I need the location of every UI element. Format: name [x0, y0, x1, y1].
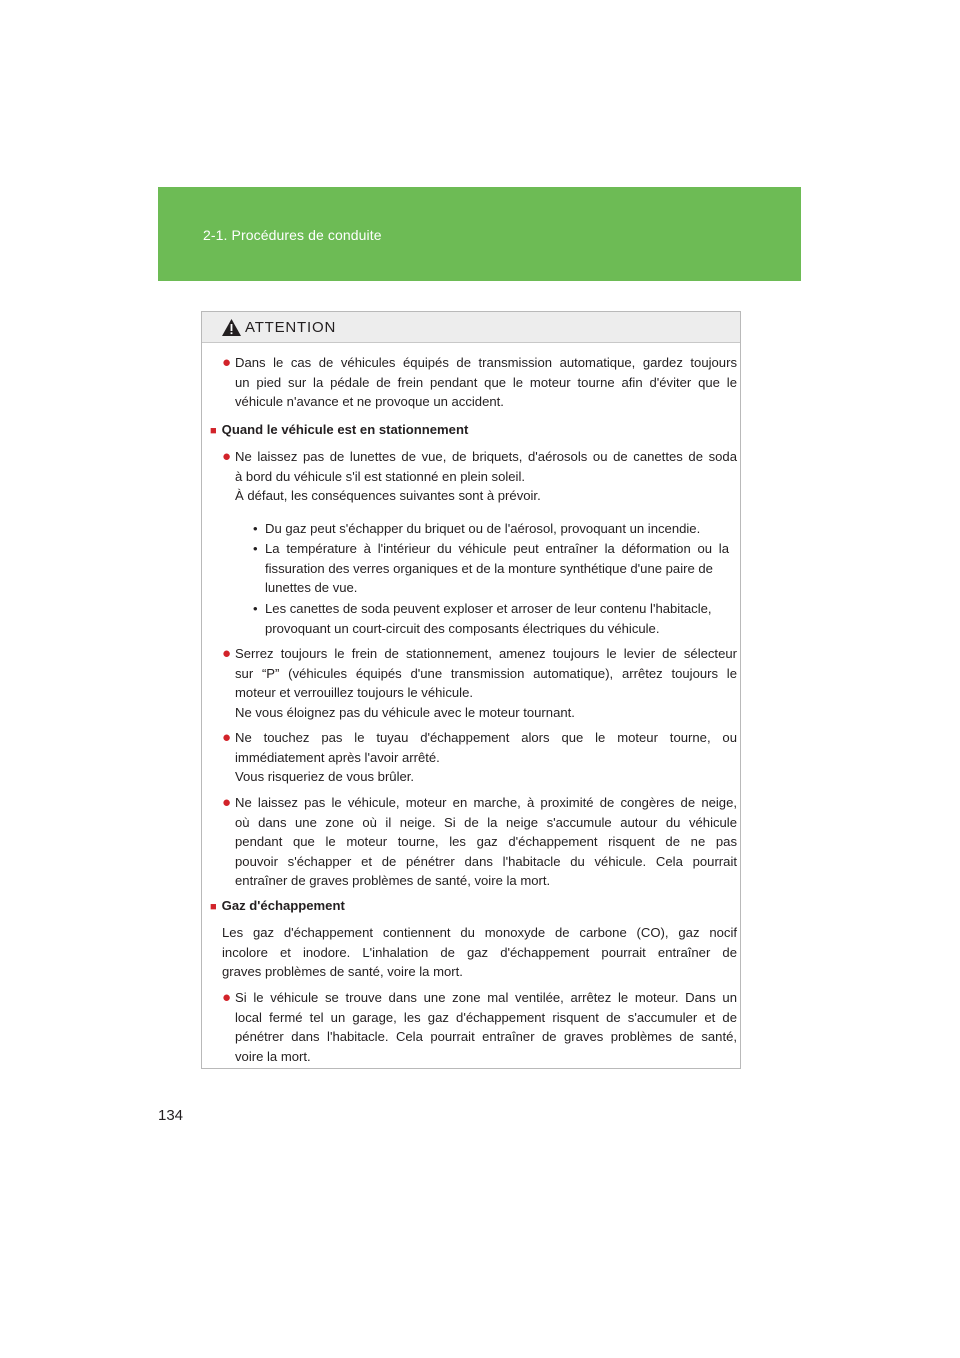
bullet-parking-brake: ● Serrez toujours le frein de stationnement, amenez toujours le levier de sélecteur sur “P” (véhicules équipés d'une transmission automatique), arrêtez toujours le moteur et verrouillez toujours le véhicule. Ne vous éloignez pas du véhicule avec le moteur tournant. — [222, 645, 737, 720]
section-title: 2-1. Procédures de conduite — [203, 227, 382, 243]
bullet-icon: ● — [222, 794, 232, 811]
heading-exhaust: ■ Gaz d'échappement — [210, 898, 345, 913]
heading-parking: ■ Quand le véhicule est en stationnement — [210, 422, 469, 437]
sub-item-gas: • Du gaz peut s'échapper du briquet ou de l'aérosol, provoquant un incendie. — [253, 521, 701, 536]
bullet-icon: ● — [222, 645, 232, 662]
bullet-snow: ● Ne laissez pas le véhicule, moteur en marche, à proximité de congères de neige, où dans une zone où il neige. Si de la neige s'accumule autour du véhicule pendant que le moteur tourne, les gaz d'échappement risquent de ne pas pouvoir s'échapper et de pénétrer dans l'habitacle du véhicule. Cela pourrait entraîner de graves problèmes de santé, voire la mort. — [222, 794, 737, 889]
bullet-icon: ● — [222, 448, 232, 465]
bullet-icon: ● — [222, 729, 232, 746]
bullet-icon: ● — [222, 354, 232, 371]
warning-triangle-icon — [221, 318, 242, 337]
warning-header — [202, 312, 740, 343]
paragraph-exhaust: Les gaz d'échappement contiennent du monoxyde de carbone (CO), gaz nocif incolore et inodore. L'inhalation de gaz d'échappement pourrait entraîner de graves problèmes de santé, voire la mort. — [222, 925, 737, 980]
bullet-exhaust-pipe: ● Ne touchez pas le tuyau d'échappement alors que le moteur tourne, ou immédiatement après l'avoir arrêté. Vous risqueriez de vous brûler. — [222, 729, 737, 785]
bullet-ventilation: ● Si le véhicule se trouve dans une zone mal ventilée, arrêtez le moteur. Dans un local fermé tel un garage, les gaz d'échappement risquent de s'accumuler et de pénétrer dans l'habitacle. Cela pourrait entraîner de graves problèmes de santé, voire la mort. — [222, 989, 737, 1064]
bullet-automatic-transmission: ● Dans le cas de véhicules équipés de transmission automatique, gardez toujours un pied sur la pédale de frein pendant que le moteur tourne afin d'éviter que le véhicule n'avance et ne provoque un accident. — [222, 354, 737, 410]
bullet-icon: ● — [222, 989, 232, 1006]
page-number: 134 — [158, 1107, 184, 1124]
sub-item-soda-cans: • Les canettes de soda peuvent exploser et arroser de leur contenu l'habitacle, provoquant un court-circuit des composants électriques du véhicule. — [253, 601, 712, 636]
warning-title: ATTENTION — [245, 319, 337, 336]
sub-item-temperature: • La température à l'intérieur du véhicule peut entraîner la déformation ou la fissuration des verres organiques et de la monture synthétique d'une paire de lunettes de vue. — [253, 541, 729, 596]
square-bullet-icon: ■ — [210, 901, 217, 913]
square-bullet-icon: ■ — [210, 425, 217, 437]
warning-box — [201, 311, 741, 1069]
section-header-band — [158, 187, 801, 281]
bullet-sun-items: ● Ne laissez pas de lunettes de vue, de briquets, d'aérosols ou de canettes de soda à bord du véhicule s'il est stationné en plein soleil. À défaut, les conséquences suivantes sont à prévoir. — [222, 448, 737, 504]
